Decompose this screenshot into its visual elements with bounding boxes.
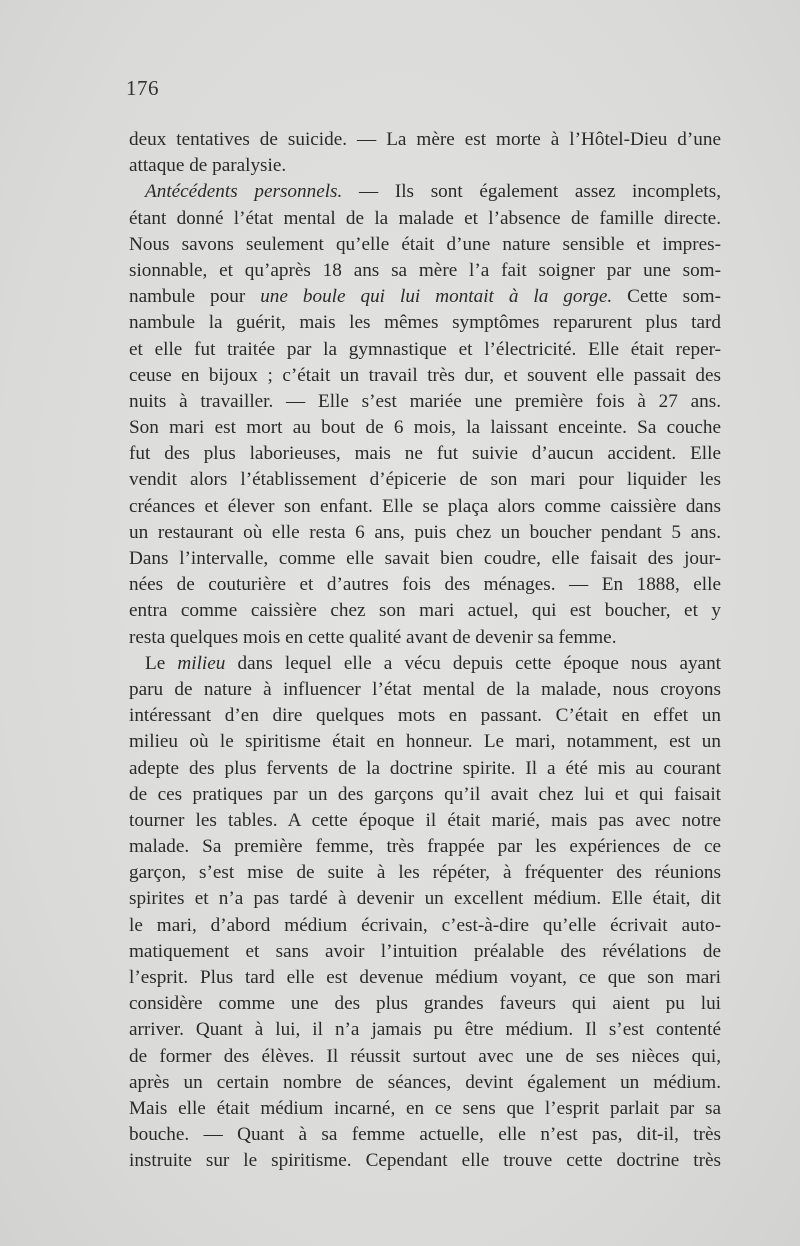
text-line — [129, 886, 721, 912]
text-segment: Cette som- — [612, 286, 721, 308]
text-segment: milieu où le spiritisme était en honneur. Le mari, notamment, est un — [129, 731, 721, 753]
text-line — [129, 991, 721, 1017]
text-line — [129, 756, 721, 782]
text-line — [129, 1044, 721, 1070]
text-segment: Son mari est mort au bout de 6 mois, la laissant enceinte. Sa couche — [129, 417, 721, 439]
text-line — [129, 415, 721, 441]
text-line — [129, 1070, 721, 1096]
body-text — [129, 127, 721, 1175]
text-line — [129, 232, 721, 258]
text-line — [129, 782, 721, 808]
text-segment: nambule la guérit, mais les mêmes symptômes reparurent plus tard — [129, 312, 721, 334]
text-line — [129, 572, 721, 598]
text-segment: paru de nature à influencer l’état mental de la malade, nous croyons — [129, 678, 721, 700]
text-segment: nées de couturière et d’autres fois des ménages. — En 1888, elle — [129, 574, 721, 596]
text-segment: deux tentatives de suicide. — La mère est morte à l’Hôtel-Dieu d’une — [129, 129, 721, 150]
text-line — [129, 939, 721, 965]
text-line — [129, 729, 721, 755]
text-segment: Le — [145, 652, 178, 674]
italic-text: milieu — [177, 652, 226, 674]
text-line — [129, 1017, 721, 1043]
text-segment: de ces pratiques par un des garçons qu’il avait chez lui et qui faisait — [129, 783, 721, 805]
text-segment: matiquement et sans avoir l’intuition préalable des révélations de — [129, 940, 721, 962]
text-segment: le mari, d’abord médium écrivain, c’est-à-dire qu’elle écrivait auto- — [129, 914, 721, 936]
text-line — [129, 860, 721, 886]
text-segment: adepte des plus fervents de la doctrine spirite. Il a été mis au courant — [129, 757, 721, 779]
text-segment: entra comme caissière chez son mari actuel, qui est boucher, et y — [129, 600, 721, 622]
text-segment: Nous savons seulement qu’elle était d’une nature sensible et impres- — [129, 233, 721, 255]
text-segment: créances et élever son enfant. Elle se plaça alors comme caissière dans — [129, 495, 721, 517]
text-segment: Mais elle était médium incarné, en ce sens que l’esprit parlait par sa — [129, 1097, 721, 1119]
text-line — [129, 808, 721, 834]
text-line — [129, 441, 721, 467]
text-segment: vendit alors l’établissement d’épicerie de son mari pour liquider les — [129, 469, 721, 491]
text-line — [129, 337, 721, 363]
text-segment: un restaurant où elle resta 6 ans, puis chez un boucher pendant 5 ans. — [129, 521, 721, 543]
text-line — [129, 625, 721, 651]
text-segment: Dans l’intervalle, comme elle savait bien coudre, elle faisait des jour- — [129, 548, 721, 569]
text-line — [129, 206, 721, 232]
italic-text: Antécédents personnels. — [145, 181, 343, 203]
text-line — [129, 389, 721, 415]
text-segment: après un certain nombre de séances, devint également un médium. — [129, 1071, 721, 1093]
italic-text: une boule qui lui montait à la gorge. — [260, 286, 613, 308]
text-line — [129, 913, 721, 939]
text-line — [129, 1096, 721, 1122]
text-line — [129, 651, 721, 677]
text-line — [129, 363, 721, 389]
text-line — [129, 258, 721, 284]
text-line — [129, 284, 721, 310]
text-segment: et elle fut traitée par la gymnastique et l’électricité. Elle était reper- — [129, 338, 721, 360]
text-line — [129, 834, 721, 860]
text-line — [129, 546, 721, 572]
text-segment: nambule pour — [129, 286, 261, 308]
text-line — [129, 494, 721, 520]
text-segment: l’esprit. Plus tard elle est devenue médium voyant, ce que son mari — [129, 967, 721, 988]
text-line — [129, 965, 721, 991]
text-segment: sionnable, et qu’après 18 ans sa mère l’a fait soigner par une som- — [129, 259, 721, 281]
text-segment: fut des plus laborieuses, mais ne fut suivie d’aucun accident. Elle — [129, 443, 721, 465]
text-line — [129, 467, 721, 493]
text-line — [129, 1122, 721, 1148]
text-segment: bouche. — Quant à sa femme actuelle, elle n’est pas, dit-il, très — [129, 1124, 721, 1146]
text-segment: ceuse en bijoux ; c’était un travail très dur, et souvent elle passait des — [129, 364, 721, 386]
text-segment: garçon, s’est mise de suite à les répéter, à fréquenter des réunions — [129, 862, 721, 884]
text-segment: spirites et n’a pas tardé à devenir un excellent médium. Elle était, dit — [129, 888, 721, 910]
text-line — [129, 179, 721, 205]
text-segment: — Ils sont également assez incomplets, — [342, 181, 721, 203]
text-segment: instruite sur le spiritisme. Cependant elle trouve cette doctrine très — [129, 1150, 721, 1172]
text-segment: resta quelques mois en cette qualité avant de devenir sa femme. — [129, 626, 617, 648]
text-line — [129, 153, 721, 179]
text-segment: nuits à travailler. — Elle s’est mariée une première fois à 27 ans. — [129, 390, 721, 412]
text-segment: arriver. Quant à lui, il n’a jamais pu être médium. Il s’est contenté — [129, 1019, 721, 1041]
text-line — [129, 703, 721, 729]
text-line — [129, 520, 721, 546]
text-segment: attaque de paralysie. — [129, 155, 287, 177]
text-segment: tourner les tables. A cette époque il était marié, mais pas avec notre — [129, 809, 721, 831]
text-line — [129, 127, 721, 153]
text-segment: considère comme une des plus grandes faveurs qui aient pu lui — [129, 993, 721, 1015]
text-line — [129, 677, 721, 703]
text-segment: intéressant d’en dire quelques mots en passant. C’était en effet un — [129, 705, 721, 727]
text-line — [129, 310, 721, 336]
text-segment: malade. Sa première femme, très frappée par les expériences de ce — [129, 836, 721, 858]
text-line — [129, 1148, 721, 1174]
text-segment: étant donné l’état mental de la malade et l’absence de famille directe. — [129, 207, 721, 229]
text-segment: de former des élèves. Il réussit surtout avec une de ses nièces qui, — [129, 1045, 721, 1067]
text-line — [129, 598, 721, 624]
page-number: 176 — [126, 76, 159, 100]
text-segment: dans lequel elle a vécu depuis cette époque nous ayant — [225, 652, 721, 674]
